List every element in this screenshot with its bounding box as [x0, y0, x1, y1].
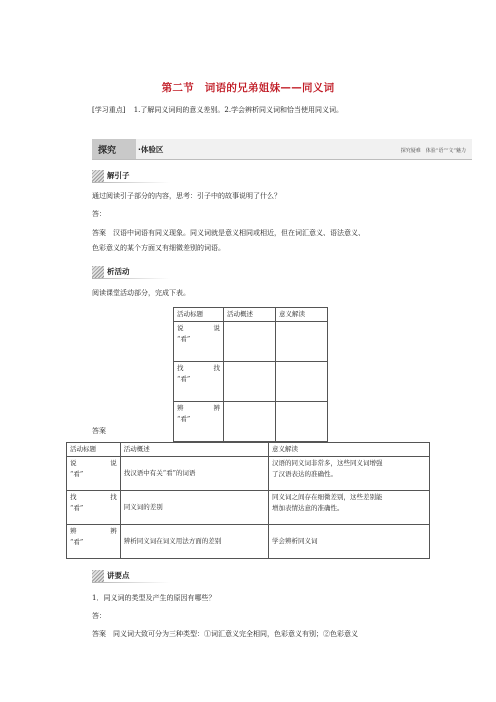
study-focus-items: 1.了解同义词间的意义差别。2.学会辨析同义词和恰当使用同义词。: [133, 106, 344, 114]
table-row: [67, 457, 430, 491]
table-row: [67, 491, 430, 525]
section-marker-icon: [92, 266, 104, 278]
section-activity-title: 析活动: [107, 267, 130, 276]
activity-meaning-cell: 汉语的同义词非常多，这些同义词增强 了汉语表达的准确性。: [268, 457, 429, 491]
activity-overview-cell: 找汉语中有关“看”的词语: [120, 457, 268, 491]
table-row: [174, 402, 328, 442]
table-header-cell: 活动概述: [120, 443, 268, 457]
section-points-title: 讲要点: [107, 571, 130, 580]
page-title: 第二节 词语的兄弟姐妹——同义词: [161, 82, 335, 94]
activity-title-cell: 说 说 “看”: [174, 322, 224, 362]
activity-overview-cell: 辨析同义词在词义用法方面的差别: [120, 525, 268, 559]
activity-overview-cell: 同义词的差别: [120, 491, 268, 525]
section-rule: [92, 582, 170, 583]
section-marker-icon: [92, 570, 104, 582]
answer-label: 答案: [92, 427, 106, 435]
empty-cell[interactable]: [275, 362, 327, 402]
table-header-cell: 意义解读: [275, 308, 327, 322]
activity-meaning-cell: 同义词之间存在细微差别，这些差别能 增加表情达意的准确性。: [268, 491, 429, 525]
points-answer-line: 答案 同义词大致可分为三种类型：①词汇意义完全相同，色彩意义有别；②色彩意义: [92, 630, 358, 638]
table-row: [174, 322, 328, 362]
explore-banner: [92, 139, 472, 160]
activity-title-cell: 找 找 “看”: [67, 491, 121, 525]
answer-activity-table: [66, 442, 430, 559]
table-header-cell: 活动标题: [174, 308, 224, 322]
banner-tab-label: 探究: [98, 146, 117, 156]
intro-question: 通过阅读引子部分的内容，思考：引子中的故事说明了什么？: [92, 192, 281, 200]
study-focus: [92, 105, 343, 116]
intro-answer-prompt: 答：: [92, 210, 106, 218]
section-rule: [92, 182, 170, 183]
empty-cell[interactable]: [275, 402, 327, 442]
banner-subtitle: ·体验区: [138, 145, 164, 154]
section-rule: [92, 278, 170, 279]
empty-cell[interactable]: [223, 362, 275, 402]
empty-cell[interactable]: [275, 322, 327, 362]
activity-meaning-cell: 学会辨析同义词: [268, 525, 429, 559]
table-header-cell: 意义解读: [268, 443, 429, 457]
empty-cell[interactable]: [223, 322, 275, 362]
points-question: 1．同义词的类型及产生的原因有哪些？: [92, 594, 216, 602]
intro-answer-line-1: 答案 汉语中词语有同义现象。同义词就是意义相同或相近，但在词汇意义、语法意义、: [92, 229, 365, 237]
activity-title-cell: 辨 辨 “看”: [67, 525, 121, 559]
table-row: [67, 525, 430, 559]
empty-activity-table: [173, 307, 328, 442]
section-intro-title: 解引子: [107, 171, 130, 180]
study-focus-label: [学习重点]: [92, 106, 126, 114]
activity-instruction: 阅读课堂活动部分，完成下表。: [92, 289, 190, 297]
banner-slogan: 探究疑难 体验“语”“文”魅力: [400, 148, 466, 154]
section-marker-icon: [92, 170, 104, 182]
points-answer-prompt: 答：: [92, 612, 106, 620]
intro-answer-line-2: 色彩意义的某个方面又有细微差别的词语。: [92, 244, 225, 252]
empty-cell[interactable]: [223, 402, 275, 442]
activity-title-cell: 说 说 “看”: [67, 457, 121, 491]
table-header-cell: 活动标题: [67, 443, 121, 457]
activity-title-cell: 辨 辨 “看”: [174, 402, 224, 442]
table-row: [174, 362, 328, 402]
activity-title-cell: 找 找 “看”: [174, 362, 224, 402]
table-header-cell: 活动概述: [223, 308, 275, 322]
